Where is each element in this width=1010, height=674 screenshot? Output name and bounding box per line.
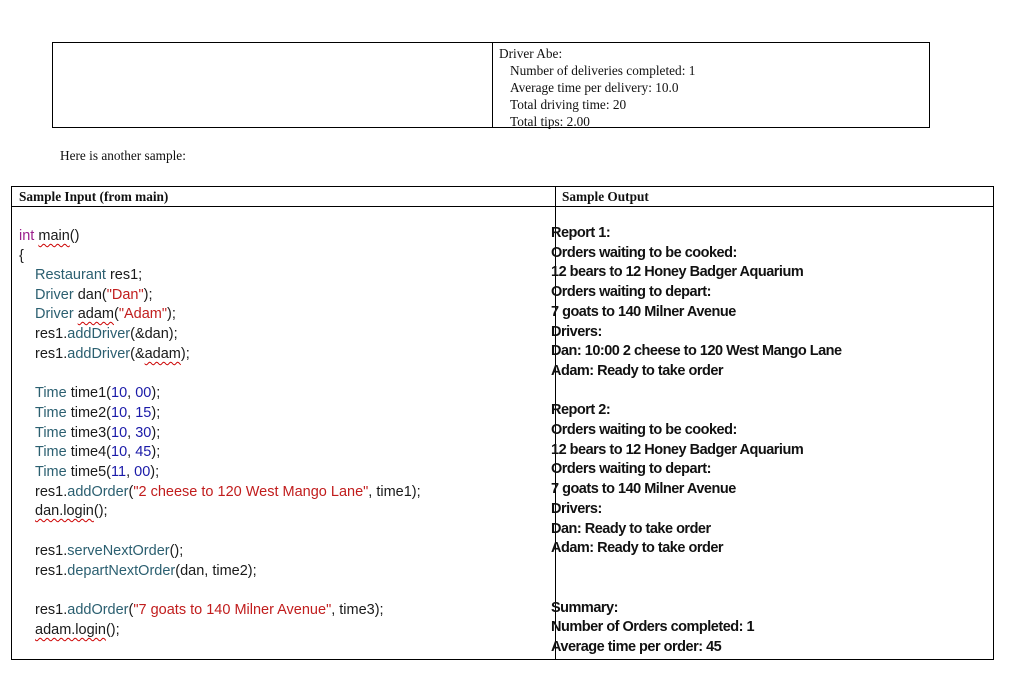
output-line: 12 bears to 12 Honey Badger Aquarium <box>551 264 804 280</box>
code-line-dan-login: dan.login(); <box>35 503 108 519</box>
code-line-serve: res1.serveNextOrder(); <box>35 543 184 559</box>
output-line: Number of Orders completed: 1 <box>551 619 755 635</box>
output-line: Average time per order: 45 <box>551 639 722 655</box>
code-line-time5: Time time5(11, 00); <box>35 464 160 480</box>
code-line-driver-dan: Driver dan("Dan"); <box>35 287 153 303</box>
output-header: Sample Output <box>562 189 649 204</box>
table-divider <box>492 43 493 127</box>
code-line-time2: Time time2(10, 15); <box>35 405 161 421</box>
code-line-add-driver-dan: res1.addDriver(&dan); <box>35 326 178 342</box>
code-line-main: int main() <box>19 228 80 244</box>
stat-average-time: Average time per delivery: 10.0 <box>510 80 679 95</box>
output-line: 7 goats to 140 Milner Avenue <box>551 481 736 497</box>
stat-tips: Total tips: 2.00 <box>510 114 590 129</box>
code-line-time3: Time time3(10, 30); <box>35 425 161 441</box>
output-line: Drivers: <box>551 501 602 517</box>
output-line: 7 goats to 140 Milner Avenue <box>551 304 736 320</box>
output-line: Orders waiting to be cooked: <box>551 245 737 261</box>
code-line-driver-adam: Driver adam("Adam"); <box>35 306 176 322</box>
output-line: Dan: Ready to take order <box>551 521 711 537</box>
code-line-adam-login: adam.login(); <box>35 622 120 638</box>
output-line: Orders waiting to be cooked: <box>551 422 737 438</box>
code-line-restaurant: Restaurant res1; <box>35 267 143 283</box>
output-line: Orders waiting to depart: <box>551 284 711 300</box>
output-line: Adam: Ready to take order <box>551 540 724 556</box>
code-line-depart: res1.departNextOrder(dan, time2); <box>35 563 257 579</box>
output-line: Report 2: <box>551 402 611 418</box>
code-line-open-brace: { <box>19 248 24 264</box>
header-divider <box>12 206 993 207</box>
output-line: Dan: 10:00 2 cheese to 120 West Mango Lane <box>551 343 842 359</box>
intro-paragraph: Here is another sample: <box>60 148 186 163</box>
output-line: Orders waiting to depart: <box>551 461 711 477</box>
stat-deliveries: Number of deliveries completed: 1 <box>510 63 696 78</box>
output-line: Report 1: <box>551 225 611 241</box>
output-line: Adam: Ready to take order <box>551 363 724 379</box>
code-line-add-order-2: res1.addOrder("7 goats to 140 Milner Avenue", time3); <box>35 602 384 618</box>
code-line-time4: Time time4(10, 45); <box>35 444 161 460</box>
output-line: 12 bears to 12 Honey Badger Aquarium <box>551 442 804 458</box>
output-line: Drivers: <box>551 324 602 340</box>
stat-driving-time: Total driving time: 20 <box>510 97 627 112</box>
driver-heading: Driver Abe: <box>499 46 563 61</box>
output-line: Summary: <box>551 600 618 616</box>
code-line-time1: Time time1(10, 00); <box>35 385 161 401</box>
code-line-add-order-1: res1.addOrder("2 cheese to 120 West Mango Lane", time1); <box>35 484 421 500</box>
driver-abe-stats <box>499 45 695 130</box>
driver-abe-table <box>52 42 930 128</box>
code-line-add-driver-adam: res1.addDriver(&adam); <box>35 346 190 362</box>
input-header: Sample Input (from main) <box>19 189 169 204</box>
